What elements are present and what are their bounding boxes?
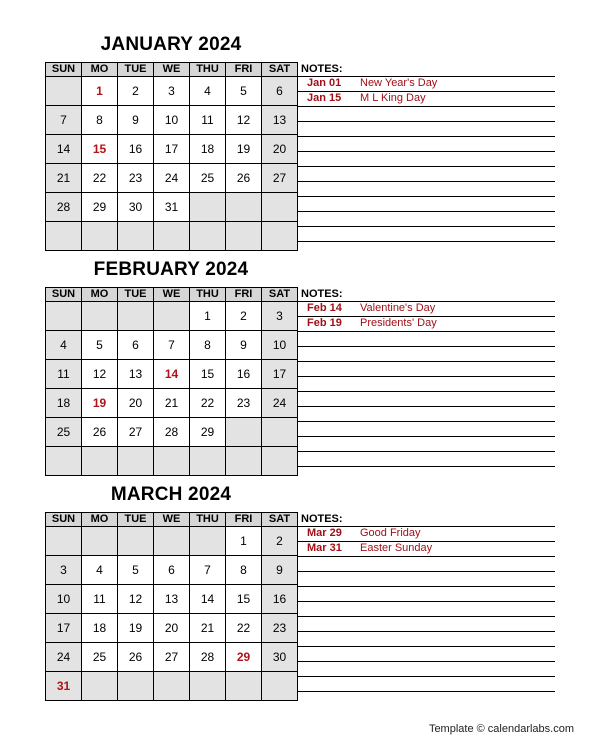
day-cell [190, 447, 226, 476]
day-cell: 26 [226, 164, 262, 193]
day-cell: 27 [118, 418, 154, 447]
note-line [297, 691, 555, 692]
day-cell [226, 418, 262, 447]
day-cell: 13 [262, 106, 298, 135]
day-cell [82, 447, 118, 476]
day-cell: 9 [226, 331, 262, 360]
day-cell [226, 222, 262, 251]
day-cell [154, 672, 190, 701]
day-cell [262, 418, 298, 447]
day-cell: 18 [46, 389, 82, 418]
day-cell: 11 [82, 585, 118, 614]
day-cell: 15 [226, 585, 262, 614]
day-cell: 28 [46, 193, 82, 222]
day-cell: 2 [262, 527, 298, 556]
day-cell: 28 [190, 643, 226, 672]
day-cell: 25 [190, 164, 226, 193]
day-cell: 10 [262, 331, 298, 360]
weekday-header: SUN [46, 63, 82, 77]
note-line [297, 391, 555, 392]
day-cell: 14 [190, 585, 226, 614]
day-cell: 23 [118, 164, 154, 193]
weekday-header: SAT [262, 513, 298, 527]
note-line [297, 676, 555, 677]
weekday-header: SAT [262, 63, 298, 77]
day-cell: 31 [154, 193, 190, 222]
day-cell [190, 193, 226, 222]
day-cell: 4 [190, 77, 226, 106]
note-line [297, 241, 555, 242]
day-cell: 1 [226, 527, 262, 556]
day-cell: 6 [154, 556, 190, 585]
holiday-date: Mar 29 [307, 527, 342, 539]
day-cell: 14 [46, 135, 82, 164]
month-title: JANUARY 2024 [100, 34, 242, 55]
day-cell: 21 [46, 164, 82, 193]
holiday-name: Presidents' Day [360, 317, 437, 329]
day-cell: 26 [118, 643, 154, 672]
note-line [297, 196, 555, 197]
note-line [297, 211, 555, 212]
day-cell: 20 [118, 389, 154, 418]
day-cell [262, 447, 298, 476]
day-cell [190, 222, 226, 251]
note-line [297, 226, 555, 227]
day-cell: 3 [154, 77, 190, 106]
day-cell: 2 [118, 77, 154, 106]
holiday-name: New Year's Day [360, 77, 438, 89]
day-cell: 26 [82, 418, 118, 447]
day-cell: 9 [118, 106, 154, 135]
day-cell: 15 [82, 135, 118, 164]
day-cell: 11 [46, 360, 82, 389]
day-cell: 7 [46, 106, 82, 135]
note-line [297, 406, 555, 407]
month-title: MARCH 2024 [110, 484, 232, 505]
day-cell: 16 [262, 585, 298, 614]
day-cell: 19 [118, 614, 154, 643]
day-cell [46, 527, 82, 556]
weekday-header: FRI [226, 288, 262, 302]
holiday-date: Jan 15 [307, 92, 342, 104]
note-line [297, 571, 555, 572]
note-line [297, 166, 555, 167]
day-cell [262, 222, 298, 251]
day-cell [46, 447, 82, 476]
weekday-header: MO [82, 63, 118, 77]
day-cell: 12 [82, 360, 118, 389]
weekday-header: FRI [226, 63, 262, 77]
weekday-header: SAT [262, 288, 298, 302]
holiday-name: Good Friday [360, 527, 421, 539]
day-cell: 8 [190, 331, 226, 360]
day-cell [118, 302, 154, 331]
day-cell: 18 [82, 614, 118, 643]
day-cell: 24 [262, 389, 298, 418]
day-cell: 25 [82, 643, 118, 672]
holiday-name: M L King Day [360, 92, 426, 104]
day-cell: 16 [226, 360, 262, 389]
day-cell: 8 [226, 556, 262, 585]
day-cell [46, 222, 82, 251]
day-cell: 10 [154, 106, 190, 135]
day-cell: 24 [46, 643, 82, 672]
day-cell: 28 [154, 418, 190, 447]
day-cell: 10 [46, 585, 82, 614]
day-cell [154, 222, 190, 251]
day-cell: 2 [226, 302, 262, 331]
note-line [297, 556, 555, 557]
day-cell [226, 193, 262, 222]
note-line [297, 616, 555, 617]
note-line [297, 376, 555, 377]
note-line [297, 331, 555, 332]
day-cell: 31 [46, 672, 82, 701]
day-cell [46, 302, 82, 331]
day-cell [118, 447, 154, 476]
day-cell: 25 [46, 418, 82, 447]
day-cell: 3 [46, 556, 82, 585]
note-line [297, 646, 555, 647]
day-cell: 30 [118, 193, 154, 222]
note-line [297, 466, 555, 467]
day-cell [82, 222, 118, 251]
day-cell: 29 [190, 418, 226, 447]
day-cell: 22 [82, 164, 118, 193]
day-cell: 29 [226, 643, 262, 672]
note-line [297, 661, 555, 662]
day-cell: 21 [154, 389, 190, 418]
footer-credit: Template © calendarlabs.com [428, 723, 574, 735]
weekday-header: MO [82, 513, 118, 527]
day-cell: 23 [262, 614, 298, 643]
day-cell: 17 [262, 360, 298, 389]
weekday-header: THU [190, 288, 226, 302]
weekday-header: TUE [118, 63, 154, 77]
weekday-header: WE [154, 288, 190, 302]
day-cell: 5 [118, 556, 154, 585]
day-cell: 1 [82, 77, 118, 106]
holiday-date: Feb 19 [307, 317, 342, 329]
day-cell: 16 [118, 135, 154, 164]
day-cell: 7 [154, 331, 190, 360]
day-cell: 1 [190, 302, 226, 331]
day-cell [82, 302, 118, 331]
weekday-header: SUN [46, 288, 82, 302]
day-cell [226, 672, 262, 701]
day-cell [118, 222, 154, 251]
day-cell: 3 [262, 302, 298, 331]
day-cell: 23 [226, 389, 262, 418]
day-cell: 5 [226, 77, 262, 106]
notes-label: NOTES: [301, 63, 343, 75]
day-cell [46, 77, 82, 106]
day-cell: 27 [154, 643, 190, 672]
notes-label: NOTES: [301, 288, 343, 300]
day-cell [226, 447, 262, 476]
day-cell [262, 672, 298, 701]
calendar-grid [45, 62, 298, 251]
day-cell: 29 [82, 193, 118, 222]
note-line [297, 151, 555, 152]
note-line [297, 121, 555, 122]
day-cell: 27 [262, 164, 298, 193]
note-line [297, 601, 555, 602]
note-line [297, 421, 555, 422]
note-line [297, 451, 555, 452]
weekday-header: TUE [118, 288, 154, 302]
day-cell: 12 [226, 106, 262, 135]
weekday-header: WE [154, 63, 190, 77]
day-cell: 17 [46, 614, 82, 643]
weekday-header: SUN [46, 513, 82, 527]
day-cell: 9 [262, 556, 298, 585]
day-cell [154, 447, 190, 476]
holiday-date: Feb 14 [307, 302, 342, 314]
weekday-header: TUE [118, 513, 154, 527]
day-cell: 30 [262, 643, 298, 672]
day-cell [262, 193, 298, 222]
month-title: FEBRUARY 2024 [93, 259, 249, 280]
day-cell [118, 672, 154, 701]
day-cell [82, 672, 118, 701]
day-cell: 14 [154, 360, 190, 389]
day-cell [190, 672, 226, 701]
day-cell: 17 [154, 135, 190, 164]
day-cell: 7 [190, 556, 226, 585]
day-cell: 24 [154, 164, 190, 193]
day-cell: 6 [118, 331, 154, 360]
note-line [297, 181, 555, 182]
day-cell: 20 [154, 614, 190, 643]
day-cell: 15 [190, 360, 226, 389]
day-cell: 19 [82, 389, 118, 418]
day-cell [154, 302, 190, 331]
day-cell: 20 [262, 135, 298, 164]
note-line [297, 136, 555, 137]
day-cell: 11 [190, 106, 226, 135]
weekday-header: MO [82, 288, 118, 302]
day-cell: 12 [118, 585, 154, 614]
note-line [297, 436, 555, 437]
day-cell: 18 [190, 135, 226, 164]
day-cell [82, 527, 118, 556]
weekday-header: FRI [226, 513, 262, 527]
day-cell: 13 [118, 360, 154, 389]
note-line [297, 106, 555, 107]
day-cell: 13 [154, 585, 190, 614]
day-cell: 8 [82, 106, 118, 135]
holiday-name: Easter Sunday [360, 542, 433, 554]
day-cell: 5 [82, 331, 118, 360]
holiday-name: Valentine's Day [360, 302, 436, 314]
calendar-grid [45, 512, 298, 701]
day-cell [190, 527, 226, 556]
day-cell [154, 527, 190, 556]
day-cell: 19 [226, 135, 262, 164]
note-line [297, 631, 555, 632]
notes-label: NOTES: [301, 513, 343, 525]
day-cell: 21 [190, 614, 226, 643]
holiday-date: Mar 31 [307, 542, 342, 554]
weekday-header: THU [190, 513, 226, 527]
weekday-header: THU [190, 63, 226, 77]
holiday-date: Jan 01 [307, 77, 342, 89]
day-cell: 22 [190, 389, 226, 418]
day-cell: 4 [46, 331, 82, 360]
day-cell: 22 [226, 614, 262, 643]
note-line [297, 346, 555, 347]
day-cell: 6 [262, 77, 298, 106]
day-cell: 4 [82, 556, 118, 585]
day-cell [118, 527, 154, 556]
note-line [297, 586, 555, 587]
calendar-grid [45, 287, 298, 476]
weekday-header: WE [154, 513, 190, 527]
note-line [297, 361, 555, 362]
